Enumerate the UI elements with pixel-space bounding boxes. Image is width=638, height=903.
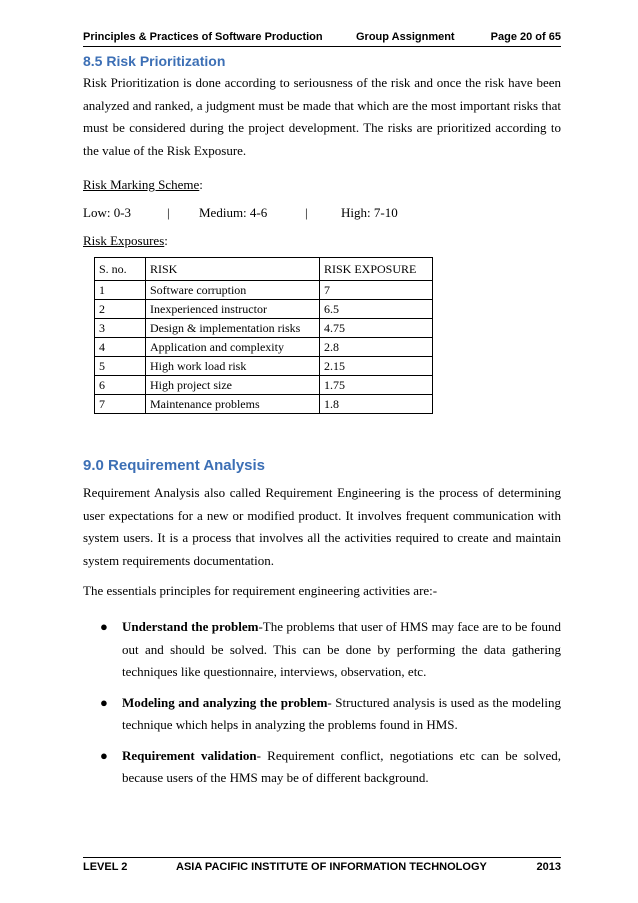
page-header [83,30,561,47]
cell-sno: 6 [95,376,146,395]
cell-sno: 2 [95,300,146,319]
table-header-row [95,258,433,281]
header-course-title: Principles & Practices of Software Production [83,31,323,43]
header-cell-exposure: RISK EXPOSURE [320,258,433,281]
cell-risk: Application and complexity [146,338,320,357]
risk-exposures-colon: : [164,233,168,248]
table-row [95,376,433,395]
bullet-text: - Structured analysis is used as the modeling technique which helps in analyzing the problems found in HMS. [122,694,561,732]
principles-intro: The essentials principles for requirement engineering activities are:- [83,583,438,598]
bullet-title: Modeling and analyzing the problem [122,694,328,710]
section-8-5-heading: 8.5 Risk Prioritization [83,53,226,69]
table-row [95,395,433,414]
cell-risk: High project size [146,376,320,395]
cell-sno: 3 [95,319,146,338]
cell-exposure: 1.8 [320,395,433,414]
scale-low: Low: 0-3 [83,205,132,220]
table-row [95,300,433,319]
cell-sno: 4 [95,338,146,357]
section-9-0-heading: 9.0 Requirement Analysis [83,457,266,474]
footer-year: 2013 [536,861,561,873]
bullet-icon: ● [100,747,108,763]
bullet-text: - Requirement conflict, negotiations etc can be solved, because users of the HMS may be of different background. [122,747,561,785]
scale-separator-2: | [305,205,308,220]
risk-marking-scheme-label [83,177,203,193]
cell-risk: Software corruption [146,281,320,300]
header-cell-risk: RISK [146,258,320,281]
scale-high: High: 7-10 [341,205,398,220]
principles-list [83,616,561,798]
cell-exposure: 4.75 [320,319,433,338]
cell-risk: Design & implementation risks [146,319,320,338]
risk-exposure-table [94,257,433,414]
scale-separator-1: | [167,205,170,220]
cell-risk: High work load risk [146,357,320,376]
footer-level: LEVEL 2 [83,861,128,873]
cell-sno: 5 [95,357,146,376]
scale-medium: Medium: 4-6 [199,205,268,220]
bullet-icon: ● [100,619,108,634]
bullet-text: -The problems that user of HMS may face are to be found out and should be solved. This can be done by performing the data gathering techniques like questionnaire, interviews, observation, etc. [122,619,561,679]
list-item [83,692,561,737]
cell-exposure: 2.15 [320,357,433,376]
cell-risk: Inexperienced instructor [146,300,320,319]
list-item [83,616,561,684]
cell-sno: 7 [95,395,146,414]
footer-institution: ASIA PACIFIC INSTITUTE OF INFORMATION TECHNOLOGY [176,861,487,873]
header-page-number: Page 20 of 65 [490,31,561,43]
bullet-title: Requirement validation [122,747,257,763]
cell-exposure: 6.5 [320,300,433,319]
table-row [95,338,433,357]
bullet-icon: ● [100,694,108,710]
bullet-title: Understand the problem [122,619,259,634]
list-item [83,745,561,790]
table-row [95,319,433,338]
cell-exposure: 1.75 [320,376,433,395]
header-assignment-label: Group Assignment [356,31,455,43]
cell-risk: Maintenance problems [146,395,320,414]
risk-exposures-text: Risk Exposures [83,233,165,248]
page-footer [83,857,561,874]
section-9-0-paragraph: Requirement Analysis also called Requirement Engineering is the process of determining user expectations for a new or modified product. It involves frequent communication with system users. It is a process that involves all the activities required to create and maintain system requirements documentation. [83,485,561,568]
cell-exposure: 2.8 [320,338,433,357]
header-cell-sno: S. no. [95,258,146,281]
cell-exposure: 7 [320,281,433,300]
risk-marking-scheme-colon: : [199,177,203,192]
table-row [95,281,433,300]
section-8-5-paragraph: Risk Prioritization is done according to seriousness of the risk and once the risk have been analyzed and ranked, a judgment must be made that which are the most important risks that must be considered during the project development. The risks are prioritized according to the value of the Risk Exposure. [83,75,561,158]
risk-marking-scheme-text: Risk Marking Scheme [83,177,200,192]
risk-exposures-label [83,233,168,249]
cell-sno: 1 [95,281,146,300]
table-row [95,357,433,376]
